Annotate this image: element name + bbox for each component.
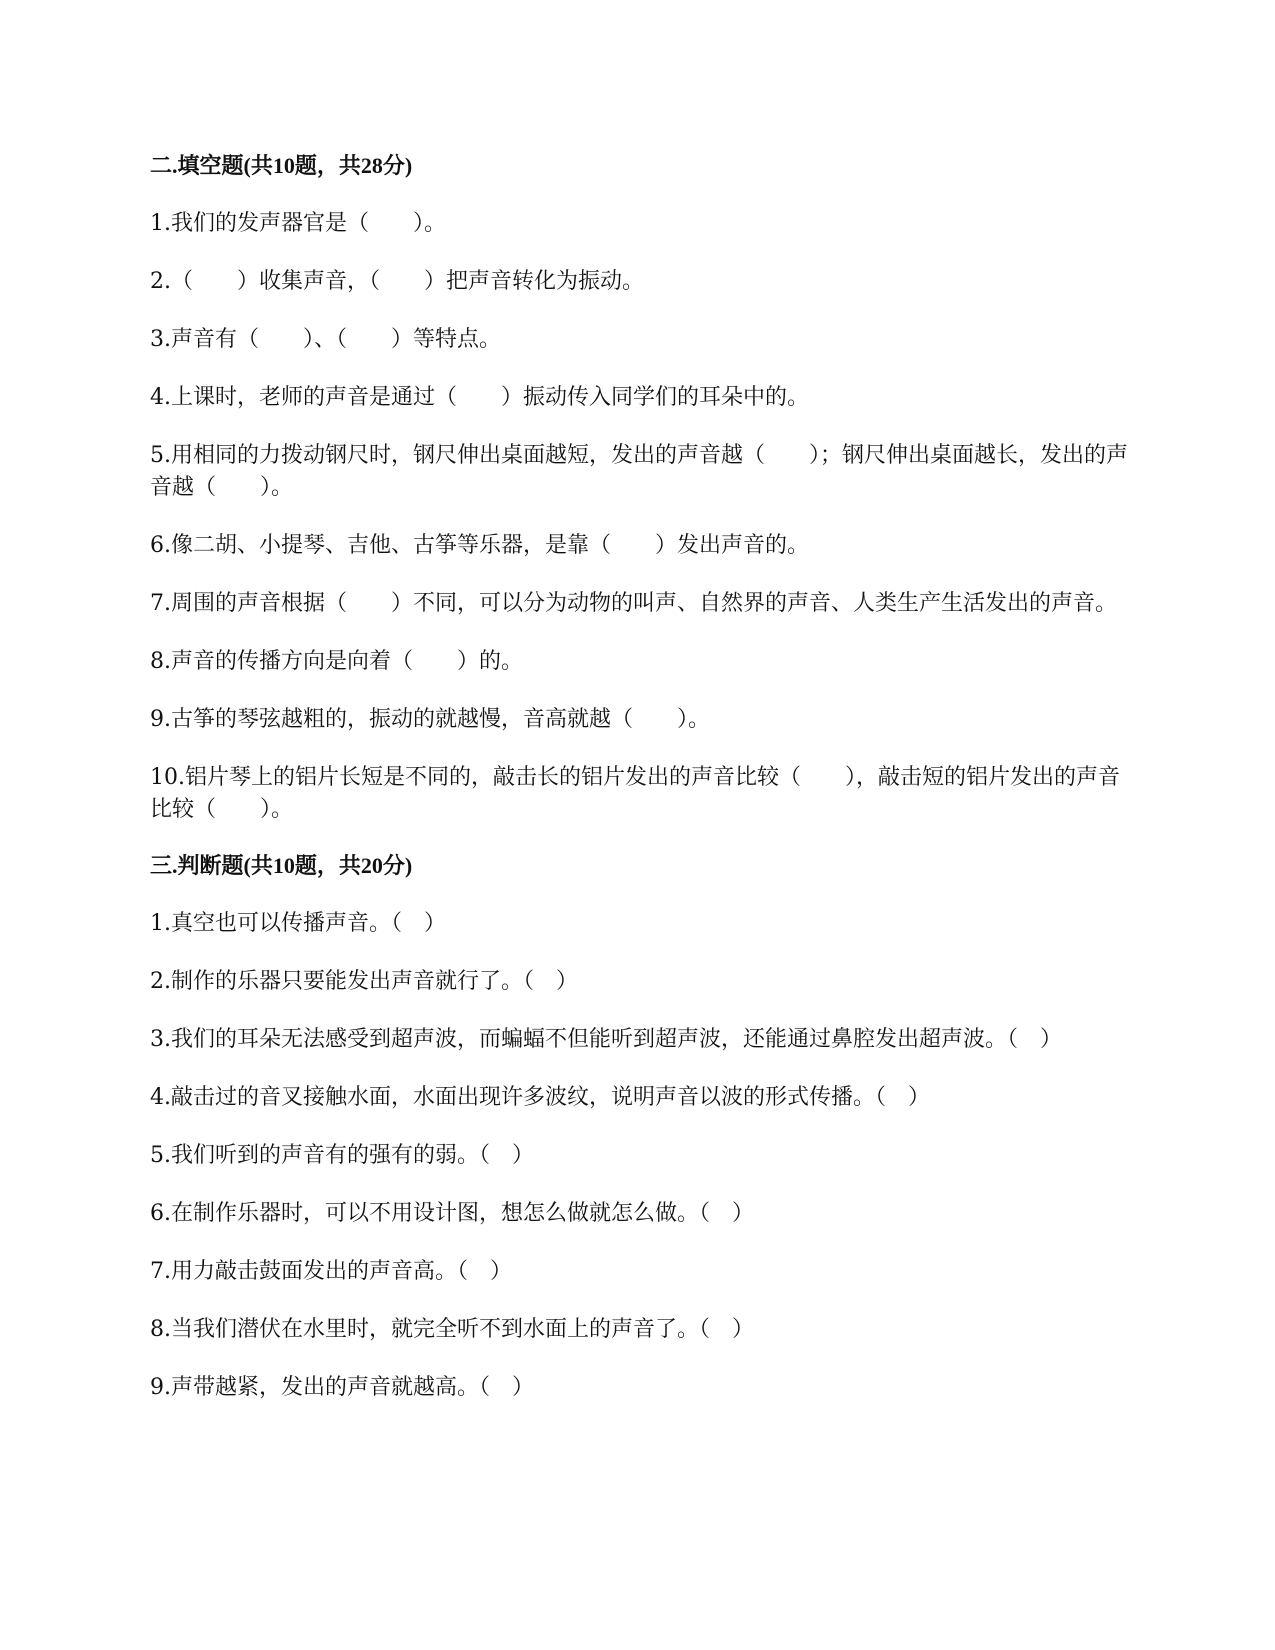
question-item: 5.我们听到的声音有的强有的弱。（ ） <box>150 1143 534 1168</box>
question-item: 6.像二胡、小提琴、吉他、古筝等乐器，是靠（ ）发出声音的。 <box>150 533 809 558</box>
question-item: 8.声音的传播方向是向着（ ）的。 <box>150 649 523 674</box>
question-item: 1.我们的发声器官是（ ）。 <box>150 211 446 236</box>
question-item: 1.真空也可以传播声音。（ ） <box>150 911 446 936</box>
section-title: 二.填空题(共10题，共28分) <box>150 153 413 178</box>
question-item: 3.我们的耳朵无法感受到超声波，而蝙蝠不但能听到超声波，还能通过鼻腔发出超声波。（ ） <box>150 1027 1062 1052</box>
question-item: 2.制作的乐器只要能发出声音就行了。（ ） <box>150 969 578 994</box>
fill-in-section <box>150 150 1130 826</box>
question-item: 2.（ ）收集声音，（ ）把声音转化为振动。 <box>150 269 644 294</box>
question-item: 7.用力敲击鼓面发出的声音高。（ ） <box>150 1259 512 1284</box>
section-title: 三.判断题(共10题，共20分) <box>150 853 413 878</box>
question-item: 9.古筝的琴弦越粗的，振动的就越慢，音高就越（ ）。 <box>150 707 710 732</box>
question-item: 6.在制作乐器时，可以不用设计图，想怎么做就怎么做。（ ） <box>150 1201 754 1226</box>
question-item: 7.周围的声音根据（ ）不同，可以分为动物的叫声、自然界的声音、人类生产生活发出的声音。 <box>150 591 1117 616</box>
question-item: 3.声音有（ ）、（ ）等特点。 <box>150 327 501 352</box>
true-false-section <box>150 850 1130 1404</box>
question-item: 10.铝片琴上的铝片长短是不同的，敲击长的铝片发出的声音比较（ ），敲击短的铝片发出的声音比较（ ）。 <box>150 765 1120 822</box>
question-item: 4.上课时，老师的声音是通过（ ）振动传入同学们的耳朵中的。 <box>150 385 809 410</box>
worksheet-page <box>150 140 1130 1404</box>
question-item: 5.用相同的力拨动钢尺时，钢尺伸出桌面越短，发出的声音越（ ）；钢尺伸出桌面越长，发出的声音越（ ）。 <box>150 443 1128 500</box>
question-item: 9.声带越紧，发出的声音就越高。（ ） <box>150 1375 534 1400</box>
question-item: 4.敲击过的音叉接触水面，水面出现许多波纹，说明声音以波的形式传播。（ ） <box>150 1085 930 1110</box>
question-item: 8.当我们潜伏在水里时，就完全听不到水面上的声音了。（ ） <box>150 1317 754 1342</box>
